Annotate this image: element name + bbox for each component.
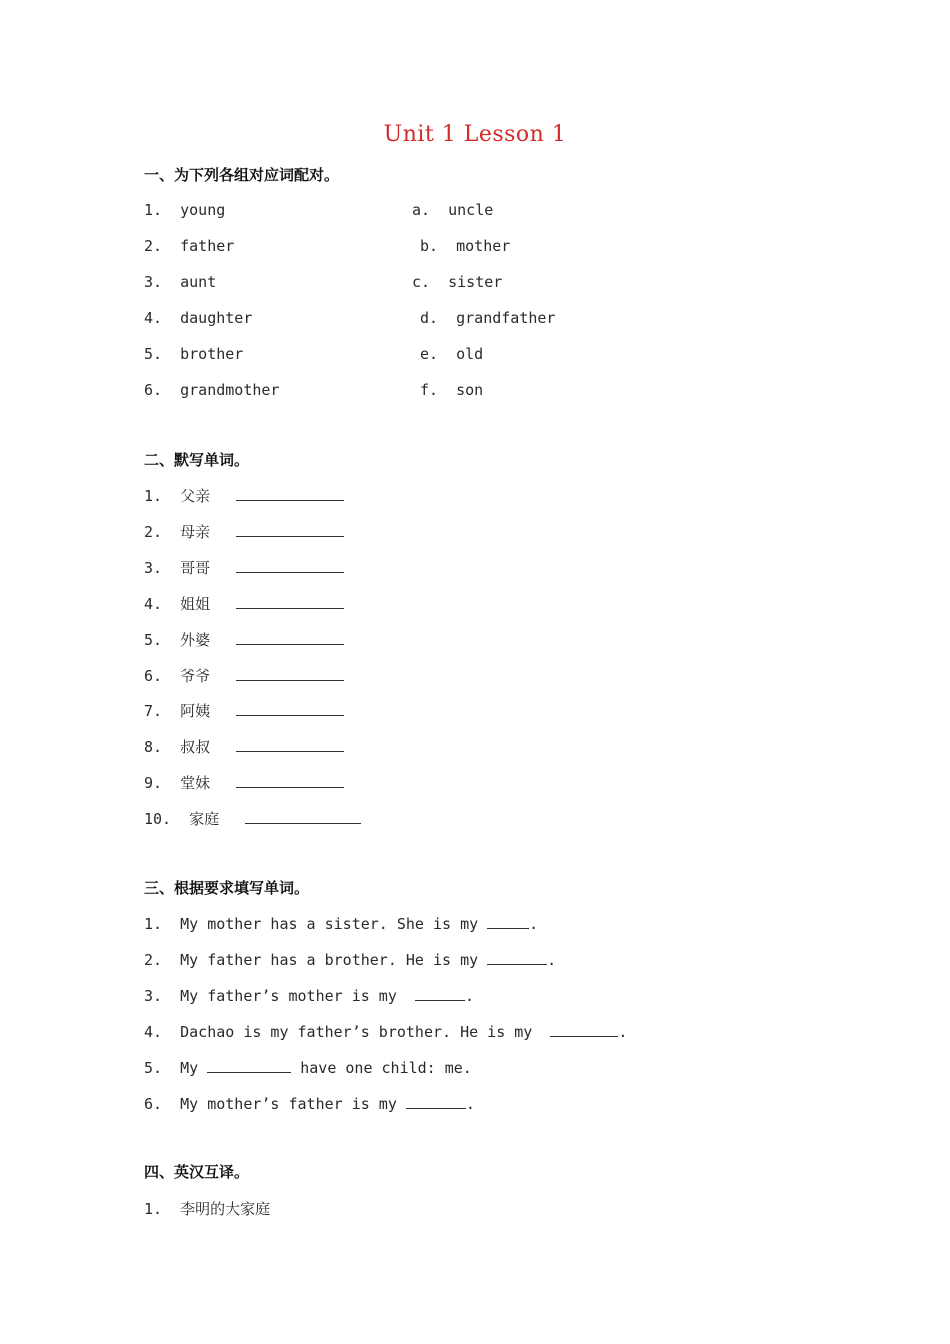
answer-blank[interactable] [236,558,344,573]
match-left-item: 6. grandmother [144,381,280,399]
match-right-item: b. mother [420,237,511,255]
dictation-prompt: 8. 叔叔 [144,738,211,756]
fill-in-text: 5. My [144,1059,208,1077]
dictation-item [144,557,344,578]
dictation-prompt: 4. 姐姐 [144,595,211,613]
answer-blank[interactable] [236,701,344,716]
fill-in-text: . [529,915,539,933]
fill-in-text: . [547,951,557,969]
fill-in-item [144,1058,472,1077]
dictation-item [144,772,344,793]
answer-blank[interactable] [236,737,344,752]
dictation-prompt: 1. 父亲 [144,487,211,505]
match-left-item: 4. daughter [144,309,253,327]
match-right-item: e. old [420,345,484,363]
dictation-item [144,593,344,614]
fill-in-text: 1. My mother has a sister. She is my [144,915,488,933]
fill-in-text: . [464,987,474,1005]
fill-in-text: . [465,1095,475,1113]
match-left-item: 2. father [144,237,235,255]
dictation-prompt: 7. 阿姨 [144,702,211,720]
page-title: Unit 1 Lesson 1 [383,122,567,147]
match-left-item: 3. aunt [144,273,217,291]
fill-in-text: 2. My father has a brother. He is my [144,951,488,969]
answer-blank[interactable] [245,809,361,824]
fill-in-item [144,1022,627,1041]
dictation-prompt: 5. 外婆 [144,631,211,649]
answer-blank[interactable] [236,773,344,788]
dictation-prompt: 3. 哥哥 [144,559,211,577]
match-left-item: 5. brother [144,345,244,363]
match-right-item: a. uncle [412,201,494,219]
fill-in-item [144,986,474,1005]
fill-in-text: 3. My father’s mother is my [144,987,415,1005]
fill-in-item [144,914,538,933]
dictation-prompt: 2. 母亲 [144,523,211,541]
match-right-item: d. grandfather [420,309,556,327]
fill-in-item [144,1094,475,1113]
dictation-item [144,665,344,686]
section-3-heading: 三、根据要求填写单词。 [144,879,310,897]
translation-item: 1. 李明的大家庭 [144,1200,271,1218]
answer-blank[interactable] [415,986,465,1001]
answer-blank[interactable] [236,594,344,609]
answer-blank[interactable] [236,666,344,681]
answer-blank[interactable] [207,1058,291,1073]
dictation-item [144,629,344,650]
match-right-item: f. son [420,381,484,399]
answer-blank[interactable] [236,522,344,537]
dictation-item [144,485,344,506]
section-4-heading: 四、英汉互译。 [144,1163,250,1181]
answer-blank[interactable] [487,950,547,965]
dictation-item [144,700,344,721]
match-left-item: 1. young [144,201,226,219]
answer-blank[interactable] [487,914,529,929]
answer-blank[interactable] [236,486,344,501]
dictation-prompt: 10. 家庭 [144,810,220,828]
fill-in-text: have one child: me. [291,1059,472,1077]
dictation-item [144,808,361,829]
answer-blank[interactable] [236,630,344,645]
dictation-item [144,521,344,542]
fill-in-item [144,950,556,969]
fill-in-text: 4. Dachao is my father’s brother. He is my [144,1023,551,1041]
dictation-prompt: 6. 爷爷 [144,667,211,685]
fill-in-text: . [618,1023,628,1041]
answer-blank[interactable] [406,1094,466,1109]
section-2-heading: 二、默写单词。 [144,451,250,469]
fill-in-text: 6. My mother’s father is my [144,1095,406,1113]
dictation-prompt: 9. 堂妹 [144,774,211,792]
dictation-item [144,736,344,757]
match-right-item: c. sister [412,273,503,291]
section-1-heading: 一、为下列各组对应词配对。 [144,166,340,184]
answer-blank[interactable] [550,1022,618,1037]
